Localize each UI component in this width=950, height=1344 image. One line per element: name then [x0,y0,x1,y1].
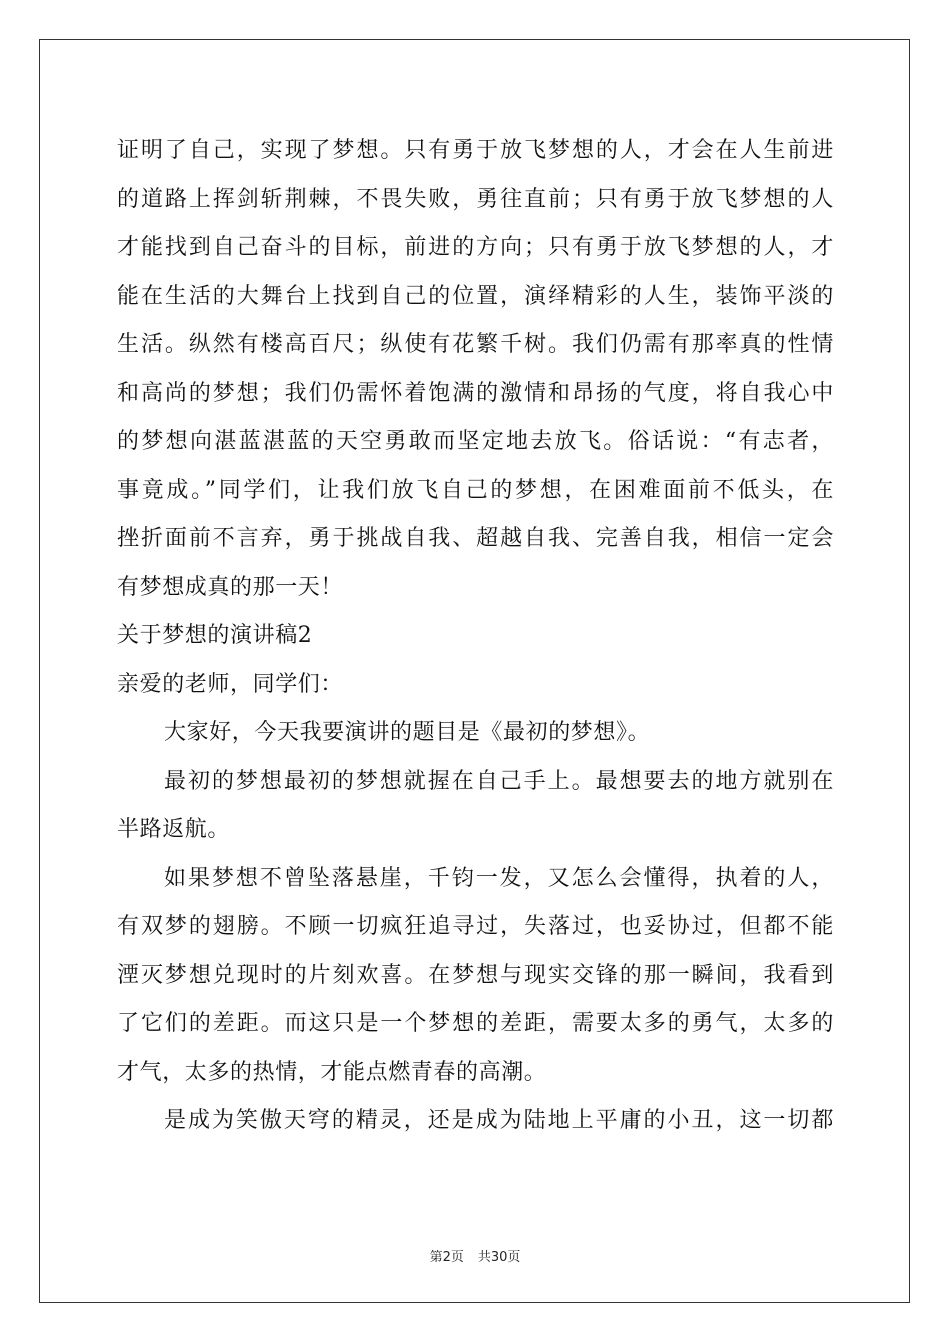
salutation: 亲爱的老师，同学们： [117,671,344,697]
document-body [117,127,834,1146]
paragraph-line: 的梦想向湛蓝湛蓝的天空勇敢而坚定地去放飞。俗话说：“有志者， [117,429,834,454]
paragraph-line: 挫折面前不言弃，勇于挑战自我、超越自我、完善自我，相信一定会 [117,526,834,551]
paragraph-line: 是成为笑傲天穹的精灵，还是成为陆地上平庸的小丑，这一切都 [164,1108,834,1133]
paragraph-line: 才气，太多的热情，才能点燃青春的高潮。 [117,1059,547,1085]
section-heading: 关于梦想的演讲稿2 [117,623,313,648]
page-number: 第2页 [429,1250,464,1265]
paragraph-line: 有双梦的翅膀。不顾一切疯狂追寻过，失落过，也妥协过，但都不能 [117,914,834,939]
paragraph-line: 的道路上挥剑斩荆棘，不畏失败，勇往直前；只有勇于放飞梦想的人 [117,186,834,212]
paragraph-line: 事竟成。”同学们，让我们放飞自己的梦想，在困难面前不低头，在 [117,477,834,503]
page-total: 共30页 [477,1250,521,1265]
paragraph-line: 最初的梦想最初的梦想就握在自己手上。最想要去的地方就别在 [164,768,834,794]
paragraph-line: 如果梦想不曾坠落悬崖，千钧一发，又怎么会懂得，执着的人， [164,865,834,891]
paragraph-line: 了它们的差距。而这只是一个梦想的差距，需要太多的勇气，太多的 [117,1011,834,1036]
paragraph-line: 大家好，今天我要演讲的题目是《最初的梦想》。 [164,720,651,745]
paragraph-line: 生活。纵然有楼高百尺；纵使有花繁千树。我们仍需有那率真的性情 [117,332,834,357]
paragraph-line: 能在生活的大舞台上找到自己的位置，演绎精彩的人生，装饰平淡的 [117,283,834,309]
paragraph-line: 半路返航。 [117,817,231,842]
paragraph-line: 湮灭梦想兑现时的片刻欢喜。在梦想与现实交锋的那一瞬间，我看到 [117,962,834,988]
paragraph-line: 有梦想成真的那一天！ [117,574,344,600]
paragraph-line: 证明了自己，实现了梦想。只有勇于放飞梦想的人，才会在人生前进 [117,138,834,163]
paragraph-line: 才能找到自己奋斗的目标，前进的方向；只有勇于放飞梦想的人，才 [117,235,834,260]
paragraph-line: 和高尚的梦想；我们仍需怀着饱满的激情和昂扬的气度，将自我心中 [117,380,834,406]
page-footer [0,1246,950,1265]
